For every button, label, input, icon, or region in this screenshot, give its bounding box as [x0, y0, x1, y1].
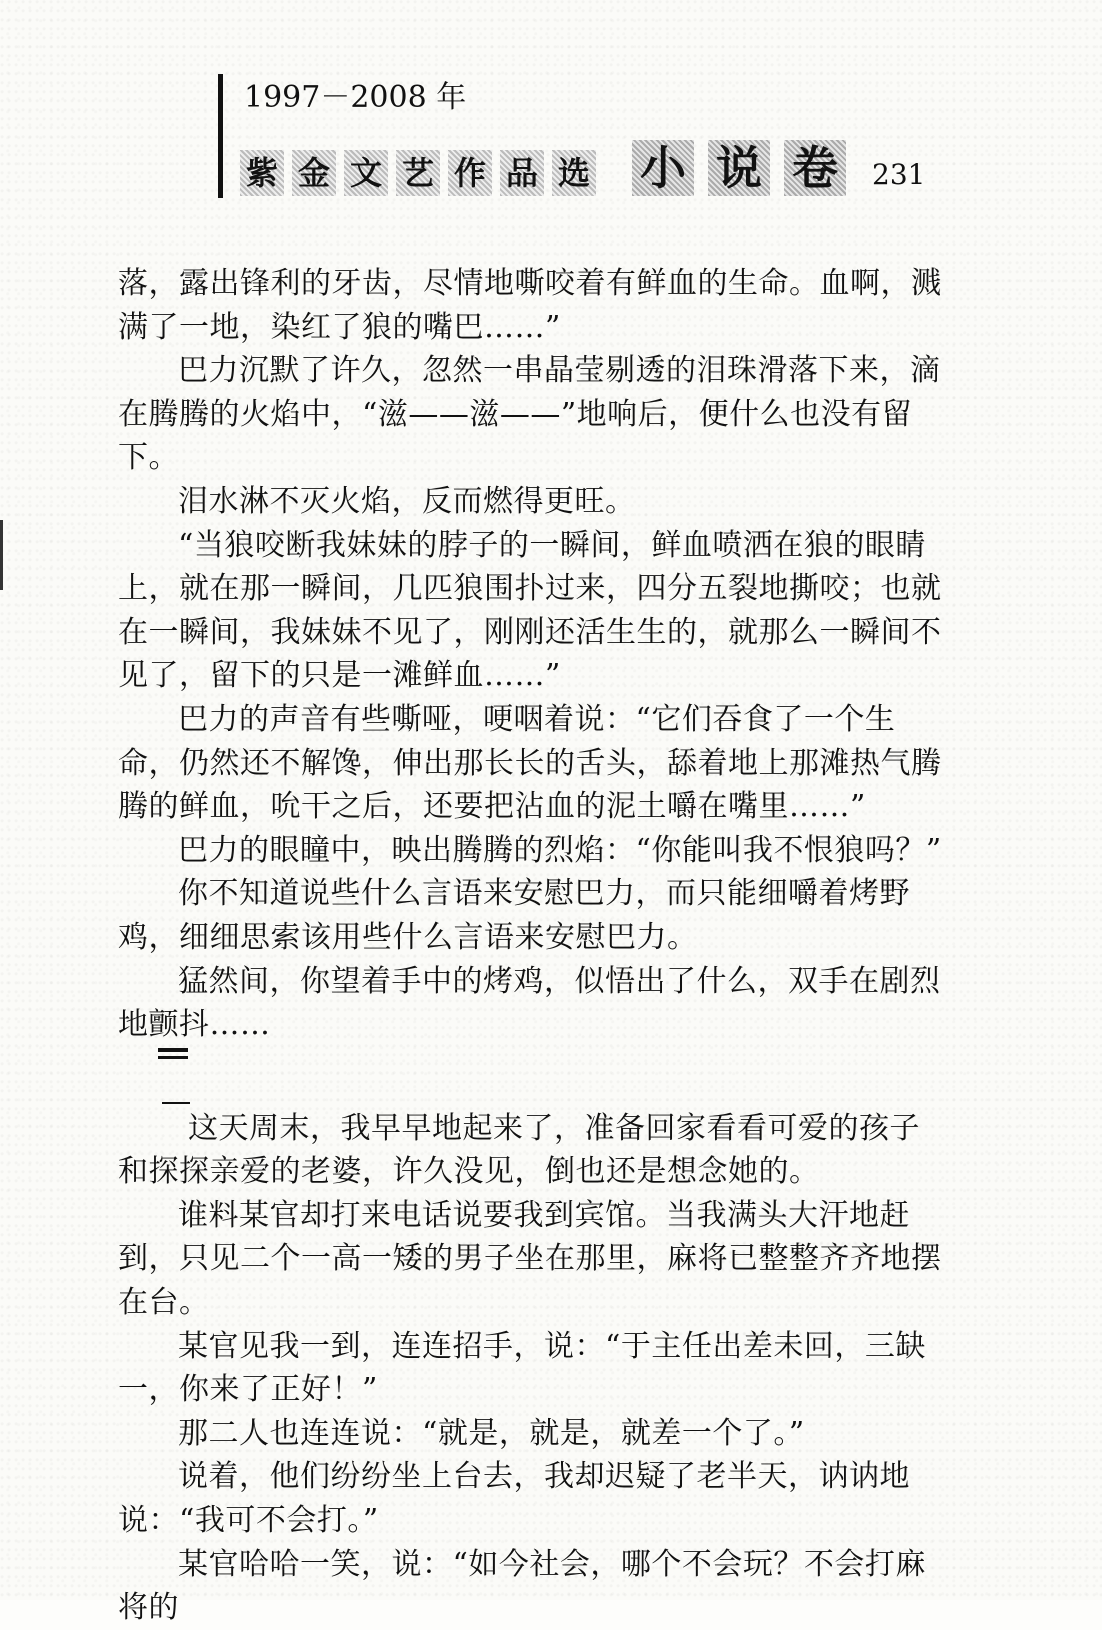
title-char: 金 [292, 150, 336, 196]
volume-char: 小 [632, 140, 694, 196]
paragraph: 说着，他们纷纷坐上台去，我却迟疑了老半天，讷讷地说：“我可不会打。” [118, 1459, 910, 1539]
section-title-mark [158, 1056, 188, 1059]
volume-char: 说 [708, 140, 770, 196]
section-title-mark [162, 1102, 190, 1104]
paragraph: 猛然间，你望着手中的烤鸡，似悟出了什么，双手在剧烈地颤抖…… [118, 963, 941, 1043]
title-char: 文 [344, 150, 388, 196]
scan-margin-mark [0, 520, 3, 590]
page-number: 231 [872, 158, 926, 191]
paragraph: 那二人也连连说：“就是，就是，就差一个了。” [178, 1415, 805, 1451]
title-char: 选 [552, 150, 596, 196]
title-char: 艺 [396, 150, 440, 196]
header-title [240, 140, 846, 196]
volume-char: 卷 [784, 140, 846, 196]
paragraph: 这天周末，我早早地起来了，准备回家看看可爱的孩子和探探亲爱的老婆，许久没见，倒也还是想念她的。 [118, 1110, 920, 1190]
paragraph: 落，露出锋利的牙齿，尽情地嘶咬着有鲜血的生命。血啊，溅满了一地，染红了狼的嘴巴……” [118, 266, 942, 345]
paragraph: 泪水淋不灭火焰，反而燃得更旺。 [178, 483, 636, 519]
header-year-range: 1997－2008 年 [244, 80, 467, 115]
title-char: 作 [448, 150, 492, 196]
paragraph: 巴力沉默了许久，忽然一串晶莹剔透的泪珠滑落下来，滴在腾腾的火焰中，“滋——滋——”地响后，便什么也没有留下。 [118, 353, 941, 476]
volume-title [632, 140, 846, 196]
paragraph: “当狼咬断我妹妹的脖子的一瞬间，鲜血喷洒在狼的眼睛上，就在那一瞬间，几匹狼围扑过来，四分五裂地撕咬；也就在一瞬间，我妹妹不见了，刚刚还活生生的，就那么一瞬间不见了，留下的只是一滩鲜血……” [118, 527, 942, 694]
paragraph: 某官哈哈一笑，说：“如今社会，哪个不会玩？不会打麻将的 [118, 1546, 926, 1626]
title-char: 品 [500, 150, 544, 196]
header-vertical-rule [218, 74, 223, 198]
paragraph: 你不知道说些什么言语来安慰巴力，而只能细嚼着烤野鸡，细细思索该用些什么言语来安慰巴力。 [118, 876, 910, 955]
section-title-mark [158, 1048, 188, 1052]
body-text [118, 262, 948, 1630]
paragraph: 巴力的眼瞳中，映出腾腾的烈焰：“你能叫我不恨狼吗？” [178, 832, 942, 868]
title-char: 紫 [240, 150, 284, 196]
book-title [240, 150, 596, 196]
paragraph: 巴力的声音有些嘶哑，哽咽着说：“它们吞食了一个生命，仍然还不解馋，伸出那长长的舌头，舔着地上那滩热气腾腾的鲜血，吮干之后，还要把沾血的泥土嚼在嘴里……” [118, 701, 942, 825]
section-break [118, 1047, 948, 1107]
paragraph: 谁料某官却打来电话说要我到宾馆。当我满头大汗地赶到，只见二个一高一矮的男子坐在那里，麻将已整整齐齐地摆在台。 [118, 1197, 942, 1321]
paragraph: 某官见我一到，连连招手，说：“于主任出差未回，三缺一，你来了正好！” [118, 1328, 926, 1408]
